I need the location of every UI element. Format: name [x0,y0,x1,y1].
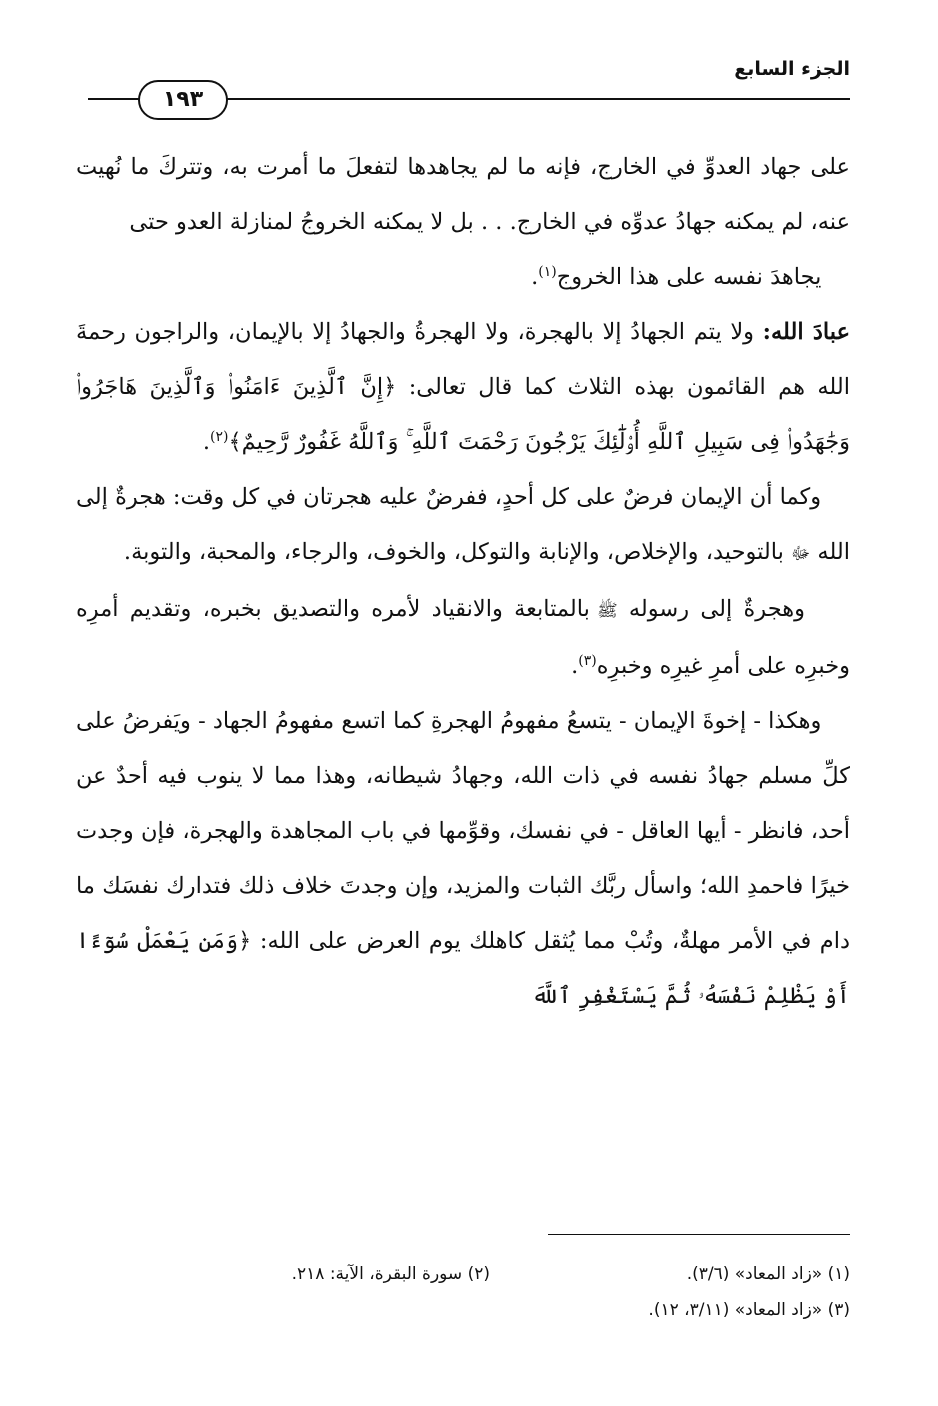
paragraph-4-rest: بالتوحيد، والإخلاص، والإنابة والتوكل، والخوف، والرجاء، والمحبة، والتوبة. [123,539,792,565]
paragraph-3-lead: عبادَ الله: [762,319,850,345]
paragraph-5-text-b: بالمتابعة والانقياد لأمره والتصديق بخبره، وتقديم أمرِه وخبرِه على أمرِ غيرِه وخبرِه [76,596,850,679]
footnote-3: (٣) «زاد المعاد» (٣/١١، ١٢). [648,1300,850,1320]
paragraph-6-text: وهكذا - إخوةَ الإيمان - يتسعُ مفهومُ الهجرةِ كما اتسع مفهومُ الجهاد - ويَفرضُ على كلِّ مسلم جهادُ نفسه في ذات الله، وجهادُ شيطانه، وهذا مما لا ينوب فيه أحدٌ عن أحد، فانظر - أيها العاقل - في نفسك، وقوِّمها في باب المجاهدة والهجرة، فإن وجدت خيرًا فاحمدِ الله؛ واسأل ربَّك الثبات والمزيد، وإن وجدتَ خلاف ذلك فتدارك نفسَك ما دام في الأمر مهلةٌ، وتُبْ مما يُثقل كاهلك يوم العرض على الله: [76,708,850,954]
body-text [76,140,850,1024]
quran-verse-2: وَمَن يَعْمَلْ سُوٓءًا أَوْ يَظْلِمْ نَفْسَهُۥ ثُمَّ يَسْتَغْفِرِ ٱللَّهَ [76,928,850,1009]
page-number-badge: ١٩٣ [138,80,228,120]
paragraph-5-end: . [571,653,579,679]
ornate-bracket-close: ﴾ [228,429,242,455]
ornate-bracket-open: ﴿ [383,374,397,400]
running-head: الجزء السابع [734,58,850,80]
footnote-ref-2: (٢) [210,429,229,445]
paragraph-4-text: وكما أن الإيمان فرضٌ على كل أحدٍ، ففرضٌ عليه هجرتان في كل وقت: هجرةٌ إلى الله [76,484,850,565]
footnotes [88,1256,850,1328]
paragraph-1: على جهاد العدوِّ في الخارج، فإنه ما لم يجاهدها لتفعلَ ما أمرت به، وتتركَ ما نُهيت عنه، لم يمكنه جهادُ عدوِّه في الخارج. . . بل لا يمكنه الخروجُ لمنازلة العدو حتى [76,154,850,235]
paragraph-2-text: يجاهدَ نفسه على هذا الخروج [556,264,822,290]
footnote-rule [548,1234,850,1235]
footnote-row [88,1256,850,1292]
footnote-row [88,1292,850,1328]
honorific-glyph: ﷺ [597,601,618,621]
footnote-2: (٢) سورة البقرة، الآية: ٢١٨. [291,1264,490,1284]
footnote-ref-1: (١) [538,264,557,280]
paragraph-3 [76,305,850,470]
paragraph-2 [76,250,850,305]
honorific-glyph: ﷻ [791,544,811,564]
quran-verse-1: إِنَّ ٱلَّذِينَ ءَامَنُوا۟ وَٱلَّذِينَ هَاجَرُوا۟ وَجَٰهَدُوا۟ فِى سَبِيلِ ٱللَّهِ أُو۟لَٰٓئِكَ يَرْجُونَ رَحْمَتَ ٱللَّهِ ۚ وَٱللَّهُ غَفُورٌ رَّحِيمٌ [76,374,850,455]
paragraph-5 [76,582,850,694]
ornate-bracket-open: ﴿ [238,928,252,954]
paragraph-4 [76,470,850,582]
paragraph-3-text: ولا يتم الجهادُ إلا بالهجرة، ولا الهجرةُ والجهادُ إلا بالإيمان، والراجون رحمةَ الله هم القائمون بهذه الثلاث كما قال تعالى: [76,319,850,400]
paragraph-3-end: . [202,429,210,455]
paragraph-6 [76,694,850,1024]
paragraph-5-text-a: وهجرةٌ إلى رسوله [617,596,805,622]
paragraph-2-end: . [531,264,539,290]
footnote-ref-3: (٣) [578,653,597,669]
footnote-1: (١) «زاد المعاد» (٣/٦). [686,1264,850,1284]
